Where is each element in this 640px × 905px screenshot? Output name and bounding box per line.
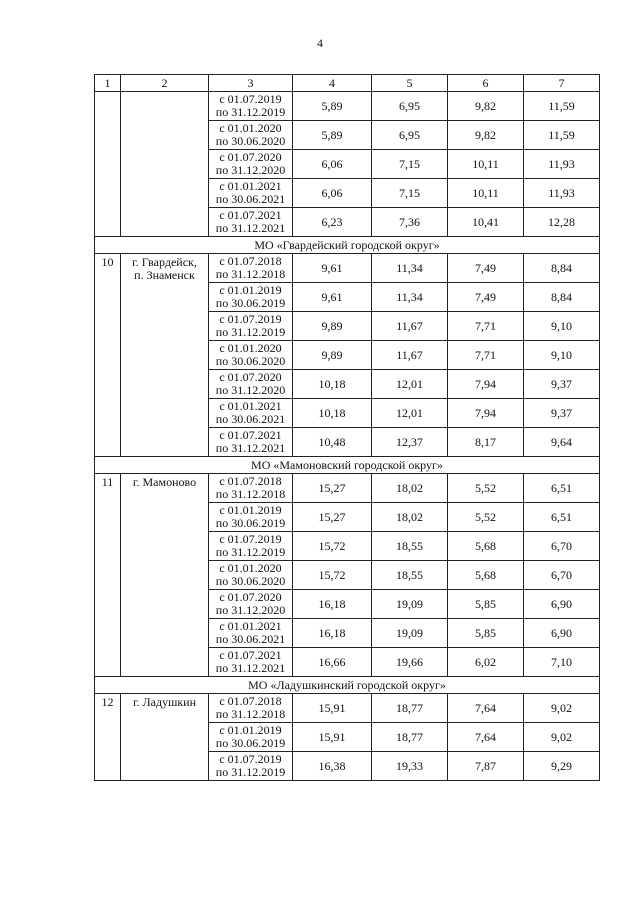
- municipality-name: МО «Ладушкинский городской округ»: [95, 677, 600, 694]
- tariff-value: 18,02: [372, 503, 448, 532]
- municipality-name: МО «Мамоновский городской округ»: [95, 457, 600, 474]
- tariff-row: [95, 694, 600, 723]
- tariff-value: 6,51: [524, 503, 600, 532]
- period-cell: [209, 723, 293, 752]
- tariff-value: 9,64: [524, 428, 600, 457]
- tariff-value: 16,18: [293, 619, 372, 648]
- tariff-value: 15,91: [293, 694, 372, 723]
- tariff-value: 5,68: [448, 532, 524, 561]
- period-cell: [209, 619, 293, 648]
- period-from: с 01.01.2019: [219, 283, 282, 297]
- period-cell: [209, 399, 293, 428]
- tariff-value: 5,85: [448, 590, 524, 619]
- period-to: по 30.06.2020: [215, 354, 286, 368]
- tariff-value: 12,37: [372, 428, 448, 457]
- tariff-value: 16,18: [293, 590, 372, 619]
- tariff-value: 7,71: [448, 341, 524, 370]
- column-number: 7: [524, 75, 600, 92]
- period-from: с 01.07.2019: [219, 92, 282, 106]
- period-from: с 01.01.2019: [219, 723, 282, 737]
- tariff-value: 10,18: [293, 370, 372, 399]
- period-to: по 31.12.2021: [215, 221, 286, 235]
- period-cell: [209, 208, 293, 237]
- tariff-value: 6,95: [372, 92, 448, 121]
- tariff-value: 15,27: [293, 474, 372, 503]
- period-to: по 31.12.2020: [215, 603, 286, 617]
- settlement-line: г. Гвардейск,: [132, 255, 197, 269]
- period-to: по 30.06.2020: [215, 574, 286, 588]
- municipality-header-row: [95, 457, 600, 474]
- period-to: по 31.12.2021: [215, 441, 286, 455]
- tariff-value: 5,89: [293, 92, 372, 121]
- tariff-value: 10,41: [448, 208, 524, 237]
- period-from: с 01.07.2018: [219, 254, 282, 268]
- column-number: 2: [121, 75, 209, 92]
- period-from: с 01.07.2019: [219, 532, 282, 546]
- page-number: 4: [317, 36, 323, 50]
- tariff-value: 16,38: [293, 752, 372, 781]
- row-number: 10: [95, 254, 121, 457]
- tariff-value: 6,90: [524, 590, 600, 619]
- period-to: по 31.12.2020: [215, 163, 286, 177]
- tariff-value: 16,66: [293, 648, 372, 677]
- period-cell: [209, 312, 293, 341]
- tariff-value: 5,68: [448, 561, 524, 590]
- period-from: с 01.07.2020: [219, 150, 282, 164]
- period-to: по 30.06.2020: [215, 134, 286, 148]
- column-number: 3: [209, 75, 293, 92]
- period-to: по 31.12.2019: [215, 545, 286, 559]
- tariff-value: 18,77: [372, 723, 448, 752]
- tariff-value: 18,02: [372, 474, 448, 503]
- tariff-value: 6,70: [524, 561, 600, 590]
- period-cell: [209, 254, 293, 283]
- tariff-value: 6,02: [448, 648, 524, 677]
- tariff-value: 8,84: [524, 283, 600, 312]
- tariff-value: 9,02: [524, 723, 600, 752]
- settlement-name: [121, 694, 209, 781]
- tariff-table-body: [95, 75, 600, 781]
- period-cell: [209, 590, 293, 619]
- column-number: 1: [95, 75, 121, 92]
- tariff-value: 11,67: [372, 341, 448, 370]
- tariff-value: 11,59: [524, 121, 600, 150]
- tariff-value: 5,52: [448, 474, 524, 503]
- tariff-value: 18,55: [372, 561, 448, 590]
- tariff-value: 7,64: [448, 694, 524, 723]
- period-to: по 30.06.2021: [215, 632, 286, 646]
- tariff-value: 12,01: [372, 399, 448, 428]
- tariff-value: 11,34: [372, 283, 448, 312]
- period-from: с 01.07.2018: [219, 694, 282, 708]
- period-from: с 01.01.2021: [219, 619, 282, 633]
- tariff-value: 9,89: [293, 312, 372, 341]
- tariff-value: 19,09: [372, 590, 448, 619]
- tariff-value: 7,36: [372, 208, 448, 237]
- tariff-table: [94, 74, 600, 781]
- period-to: по 30.06.2019: [215, 516, 286, 530]
- tariff-row: [95, 254, 600, 283]
- tariff-value: 9,82: [448, 92, 524, 121]
- municipality-name: МО «Гвардейский городской округ»: [95, 237, 600, 254]
- period-cell: [209, 561, 293, 590]
- tariff-value: 10,11: [448, 150, 524, 179]
- period-to: по 31.12.2019: [215, 325, 286, 339]
- tariff-value: 5,85: [448, 619, 524, 648]
- settlement-name: [121, 474, 209, 677]
- period-to: по 30.06.2019: [215, 296, 286, 310]
- tariff-value: 6,51: [524, 474, 600, 503]
- period-from: с 01.01.2020: [219, 561, 282, 575]
- period-cell: [209, 179, 293, 208]
- tariff-value: 19,33: [372, 752, 448, 781]
- row-number: [95, 92, 121, 237]
- tariff-row: [95, 92, 600, 121]
- tariff-value: 15,72: [293, 561, 372, 590]
- tariff-value: 15,91: [293, 723, 372, 752]
- tariff-value: 9,61: [293, 254, 372, 283]
- tariff-value: 10,11: [448, 179, 524, 208]
- tariff-value: 6,06: [293, 179, 372, 208]
- period-cell: [209, 283, 293, 312]
- period-cell: [209, 532, 293, 561]
- municipality-header-row: [95, 677, 600, 694]
- tariff-value: 11,67: [372, 312, 448, 341]
- period-to: по 31.12.2020: [215, 383, 286, 397]
- period-from: с 01.01.2019: [219, 503, 282, 517]
- period-from: с 01.01.2020: [219, 121, 282, 135]
- period-cell: [209, 752, 293, 781]
- period-cell: [209, 150, 293, 179]
- tariff-value: 15,72: [293, 532, 372, 561]
- tariff-value: 11,34: [372, 254, 448, 283]
- period-from: с 01.01.2021: [219, 179, 282, 193]
- row-number: 12: [95, 694, 121, 781]
- tariff-value: 18,55: [372, 532, 448, 561]
- tariff-value: 9,37: [524, 370, 600, 399]
- tariff-value: 7,87: [448, 752, 524, 781]
- period-to: по 31.12.2018: [215, 267, 286, 281]
- period-cell: [209, 694, 293, 723]
- tariff-value: 10,48: [293, 428, 372, 457]
- tariff-value: 8,84: [524, 254, 600, 283]
- column-number: 6: [448, 75, 524, 92]
- settlement-name: [121, 92, 209, 237]
- period-from: с 01.07.2021: [219, 428, 282, 442]
- period-to: по 30.06.2021: [215, 412, 286, 426]
- period-from: с 01.01.2021: [219, 399, 282, 413]
- period-to: по 31.12.2018: [215, 707, 286, 721]
- period-to: по 31.12.2019: [215, 765, 286, 779]
- column-number-row: [95, 75, 600, 92]
- period-to: по 31.12.2019: [215, 105, 286, 119]
- tariff-value: 7,49: [448, 283, 524, 312]
- settlement-line: п. Знаменск: [134, 268, 195, 282]
- tariff-value: 6,23: [293, 208, 372, 237]
- period-cell: [209, 503, 293, 532]
- column-number: 5: [372, 75, 448, 92]
- tariff-value: 6,95: [372, 121, 448, 150]
- tariff-value: 7,94: [448, 399, 524, 428]
- period-from: с 01.07.2019: [219, 312, 282, 326]
- tariff-value: 7,15: [372, 150, 448, 179]
- tariff-value: 19,66: [372, 648, 448, 677]
- period-cell: [209, 648, 293, 677]
- tariff-value: 9,89: [293, 341, 372, 370]
- period-cell: [209, 474, 293, 503]
- municipality-header-row: [95, 237, 600, 254]
- period-cell: [209, 428, 293, 457]
- period-cell: [209, 370, 293, 399]
- period-to: по 30.06.2019: [215, 736, 286, 750]
- period-from: с 01.07.2021: [219, 208, 282, 222]
- tariff-value: 6,90: [524, 619, 600, 648]
- column-number: 4: [293, 75, 372, 92]
- tariff-value: 12,01: [372, 370, 448, 399]
- period-from: с 01.01.2020: [219, 341, 282, 355]
- tariff-value: 6,06: [293, 150, 372, 179]
- period-cell: [209, 121, 293, 150]
- settlement-name: [121, 254, 209, 457]
- tariff-value: 5,89: [293, 121, 372, 150]
- settlement-line: г. Мамоново: [132, 475, 197, 489]
- period-from: с 01.07.2018: [219, 474, 282, 488]
- tariff-value: 10,18: [293, 399, 372, 428]
- period-from: с 01.07.2020: [219, 370, 282, 384]
- tariff-value: 7,10: [524, 648, 600, 677]
- tariff-value: 8,17: [448, 428, 524, 457]
- tariff-value: 6,70: [524, 532, 600, 561]
- tariff-value: 7,49: [448, 254, 524, 283]
- tariff-value: 19,09: [372, 619, 448, 648]
- tariff-value: 7,71: [448, 312, 524, 341]
- tariff-value: 18,77: [372, 694, 448, 723]
- period-to: по 30.06.2021: [215, 192, 286, 206]
- period-cell: [209, 92, 293, 121]
- period-from: с 01.07.2019: [219, 752, 282, 766]
- tariff-value: 7,15: [372, 179, 448, 208]
- period-cell: [209, 341, 293, 370]
- tariff-value: 12,28: [524, 208, 600, 237]
- tariff-value: 9,10: [524, 312, 600, 341]
- tariff-value: 9,29: [524, 752, 600, 781]
- settlement-line: г. Ладушкин: [132, 695, 197, 709]
- period-to: по 31.12.2021: [215, 661, 286, 675]
- row-number: 11: [95, 474, 121, 677]
- tariff-value: 9,61: [293, 283, 372, 312]
- tariff-row: [95, 474, 600, 503]
- tariff-value: 7,94: [448, 370, 524, 399]
- period-from: с 01.07.2020: [219, 590, 282, 604]
- tariff-value: 9,82: [448, 121, 524, 150]
- period-to: по 31.12.2018: [215, 487, 286, 501]
- tariff-value: 15,27: [293, 503, 372, 532]
- tariff-value: 11,59: [524, 92, 600, 121]
- tariff-value: 11,93: [524, 150, 600, 179]
- tariff-value: 11,93: [524, 179, 600, 208]
- tariff-value: 7,64: [448, 723, 524, 752]
- tariff-value: 9,37: [524, 399, 600, 428]
- period-from: с 01.07.2021: [219, 648, 282, 662]
- tariff-value: 9,10: [524, 341, 600, 370]
- tariff-value: 9,02: [524, 694, 600, 723]
- tariff-value: 5,52: [448, 503, 524, 532]
